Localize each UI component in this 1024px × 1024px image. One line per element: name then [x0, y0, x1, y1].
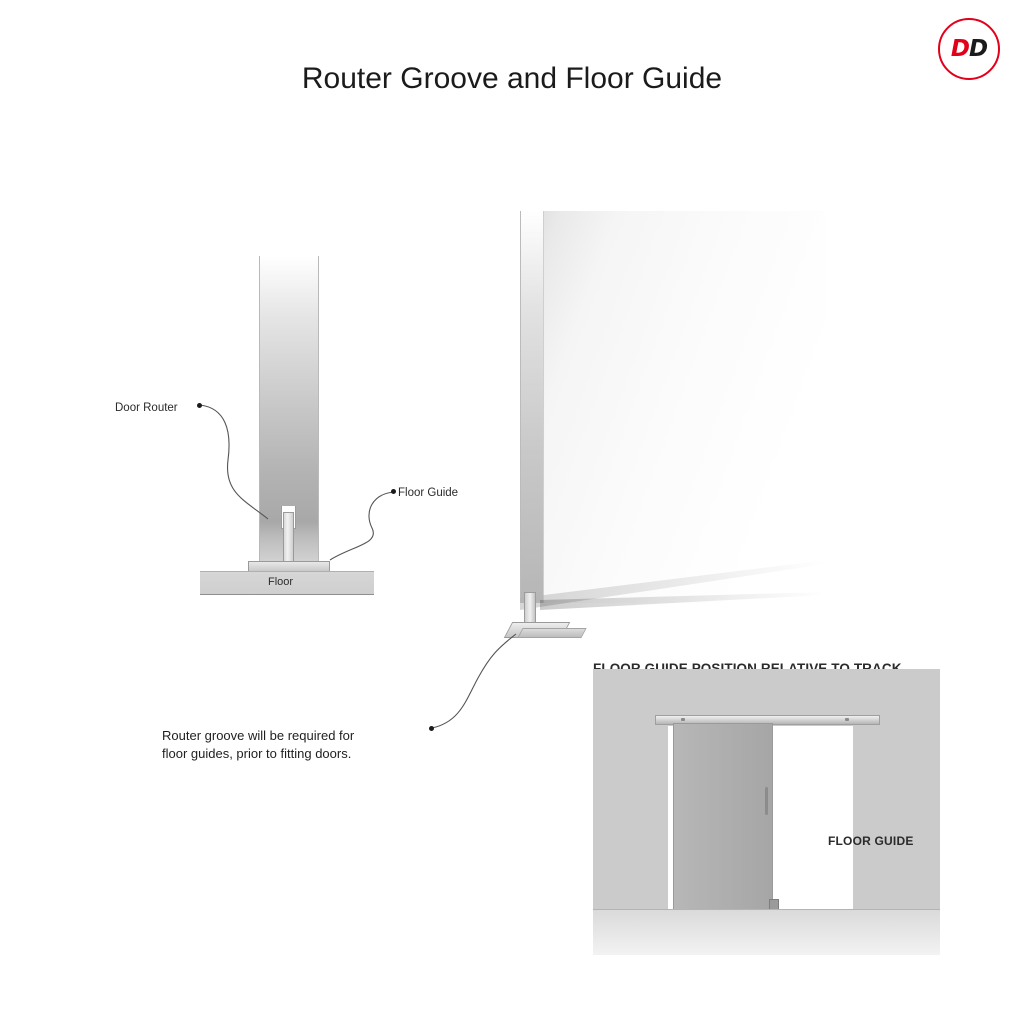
logo-letter-1: D — [950, 36, 969, 62]
cross-section-door-panel — [259, 256, 319, 522]
inset-track-bolt-left — [681, 718, 685, 721]
note-text — [162, 727, 432, 763]
inset-door-handle — [765, 787, 768, 815]
perspective-floor-guide-base-lower — [517, 628, 586, 638]
inset-sliding-door — [673, 723, 773, 911]
label-floor-guide: Floor Guide — [398, 487, 459, 499]
leader-dot-note — [429, 726, 434, 731]
perspective-door-edge — [520, 211, 544, 603]
logo-letter-2: D — [969, 36, 988, 62]
leader-dot-floor-guide — [391, 489, 396, 494]
perspective-floor-guide-pin — [524, 592, 536, 626]
floor-label: Floor — [268, 576, 294, 588]
leader-dot-door-router — [197, 403, 202, 408]
inset-floor-guide-label: FLOOR GUIDE — [828, 834, 914, 848]
floor-guide-pin — [283, 512, 294, 564]
inset-floor — [593, 909, 940, 955]
inset-track-bolt-right — [845, 718, 849, 721]
note-line-1: Router groove will be required for — [162, 728, 355, 743]
page-title: Router Groove and Floor Guide — [301, 62, 723, 95]
note-line-2: floor guides, prior to fitting doors. — [162, 746, 352, 761]
label-door-router: Door Router — [115, 402, 178, 414]
logo-text — [951, 36, 987, 62]
perspective-door-panel — [520, 211, 825, 603]
inset-panel — [593, 669, 940, 955]
